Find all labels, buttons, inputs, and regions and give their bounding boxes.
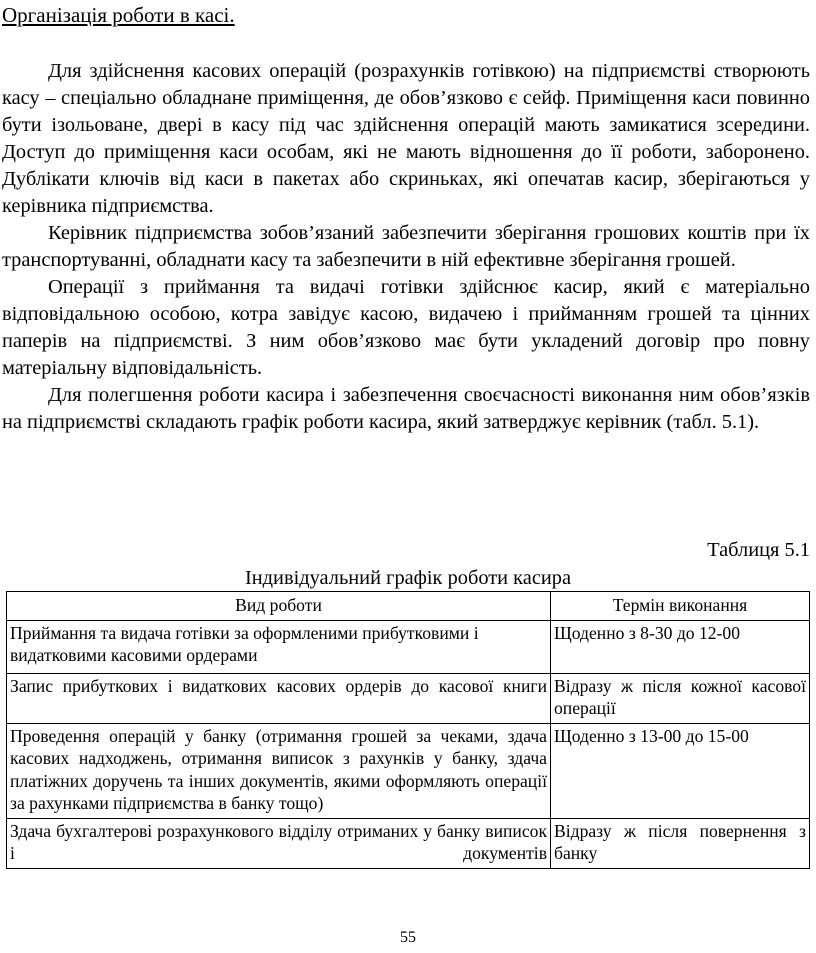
row-4-term: Відразу ж після повернення з банку [551, 818, 810, 868]
row-1-term: Щоденно з 8-30 до 12-00 [551, 620, 810, 673]
row-3-work: Проведення операцій у банку (отримання грошей за чеками, здача касових надходжень, отримання виписок з рахунків у банку, здача платіжних доручень та інших документів, якими оформляють операції за рахунками підприємства в банку тощо) [7, 723, 551, 818]
header-work: Вид роботи [7, 592, 551, 621]
page-number: 55 [400, 929, 416, 946]
row-2-term: Відразу ж після кожної касової операції [551, 673, 810, 723]
header-term: Термін виконання [551, 592, 810, 621]
body-text [2, 58, 810, 436]
row-1-work: Приймання та видача готівки за оформленими прибутковими і видатковими касовими ордерами [7, 620, 551, 673]
table-title: Індивідуальний графік роботи касира [244, 567, 572, 589]
row-3-term: Щоденно з 13-00 до 15-00 [551, 723, 810, 818]
paragraph-2: Керівник підприємства зобов’язаний забезпечити зберігання грошових коштів при їх транспортуванні, обладнати касу та забезпечити в ній ефективне зберігання грошей. [2, 222, 810, 271]
row-4-work: Здача бухгалтерові розрахункового відділу отриманих у банку виписок і документів [7, 818, 551, 868]
table-label: Таблиця 5.1 [707, 539, 810, 561]
paragraph-1: Для здійснення касових операцій (розрахунків готівкою) на підприємстві створюють касу – спеціально обладнане приміщення, де обов’язково є сейф. Приміщення каси повинно бути ізольоване, двері в касу під час здійснення операцій мають замикатися зсередини. Доступ до приміщення каси особам, які не мають відношення до її роботи, заборонено. Дублікати ключів від каси в пакетах або скриньках, які опечатав касир, зберігаються у керівника підприємства. [2, 60, 810, 217]
table-header-row [7, 592, 810, 621]
paragraph-3: Операції з приймання та видачі готівки здійснює касир, який є матеріально відповідальною особою, котра завідує касою, видачею і прийманням грошей та цінних паперів на підприємстві. З ним обов’язково має бути укладений договір про повну матеріальну відповідальність. [2, 276, 810, 379]
table-row [7, 673, 810, 723]
paragraph-4: Для полегшення роботи касира і забезпечення своєчасності виконання ним обов’язків на підприємстві складають графік роботи касира, який затверджує керівник (табл. 5.1). [2, 384, 810, 433]
table-row [7, 723, 810, 818]
table-row [7, 620, 810, 673]
table-row [7, 818, 810, 868]
cashier-schedule-table [6, 591, 810, 869]
section-heading: Організація роботи в касі. [2, 3, 235, 27]
row-2-work: Запис прибуткових і видаткових касових ордерів до касової книги [7, 673, 551, 723]
